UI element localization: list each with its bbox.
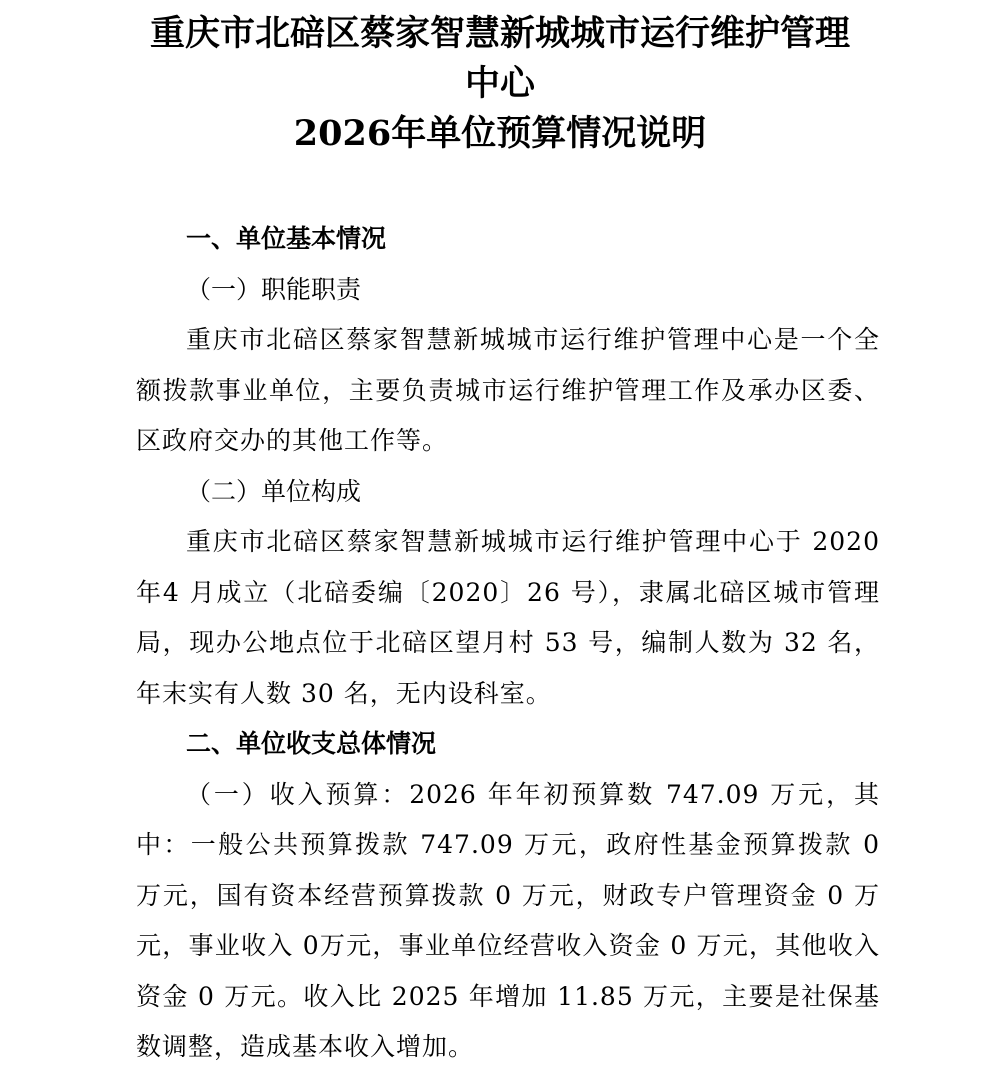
section-1-heading: 一、单位基本情况 <box>186 224 387 253</box>
title-line-3: 2026年单位预算情况说明 <box>293 113 707 154</box>
title-line-2: 中心 <box>464 63 535 104</box>
document-title <box>100 9 900 159</box>
subsection-1-heading: （一）职能职责 <box>186 274 362 304</box>
document-body <box>136 214 880 1073</box>
subsection-2-paragraph: 重庆市北碚区蔡家智慧新城城市运行维护管理中心于 2020 年4 月成立（北碚委编〔2020〕26 号），隶属北碚区城市管理局，现办公地点位于北碚区望月村 53 号，编制人数为 32 名，年末实有人数 30 名，无内设科室。 <box>136 527 880 708</box>
section-2-heading: 二、单位收支总体情况 <box>186 729 437 758</box>
income-budget-paragraph: （一）收入预算：2026 年年初预算数 747.09 万元，其中：一般公共预算拨款 747.09 万元，政府性基金预算拨款 0 万元，国有资本经营预算拨款 0 万元，财政专户管理资金 0 万元，事业收入 0万元，事业单位经营收入资金 0 万元，其他收入资金 0 万元。收入比 2025 年增加 11.85 万元，主要是社保基数调整，造成基本收入增加。 <box>136 779 880 1061</box>
subsection-2-heading: （二）单位构成 <box>186 476 362 506</box>
title-line-1: 重庆市北碚区蔡家智慧新城城市运行维护管理 <box>149 13 850 54</box>
subsection-1-paragraph: 重庆市北碚区蔡家智慧新城城市运行维护管理中心是一个全额拨款事业单位，主要负责城市运行维护管理工作及承办区委、区政府交办的其他工作等。 <box>136 325 880 455</box>
